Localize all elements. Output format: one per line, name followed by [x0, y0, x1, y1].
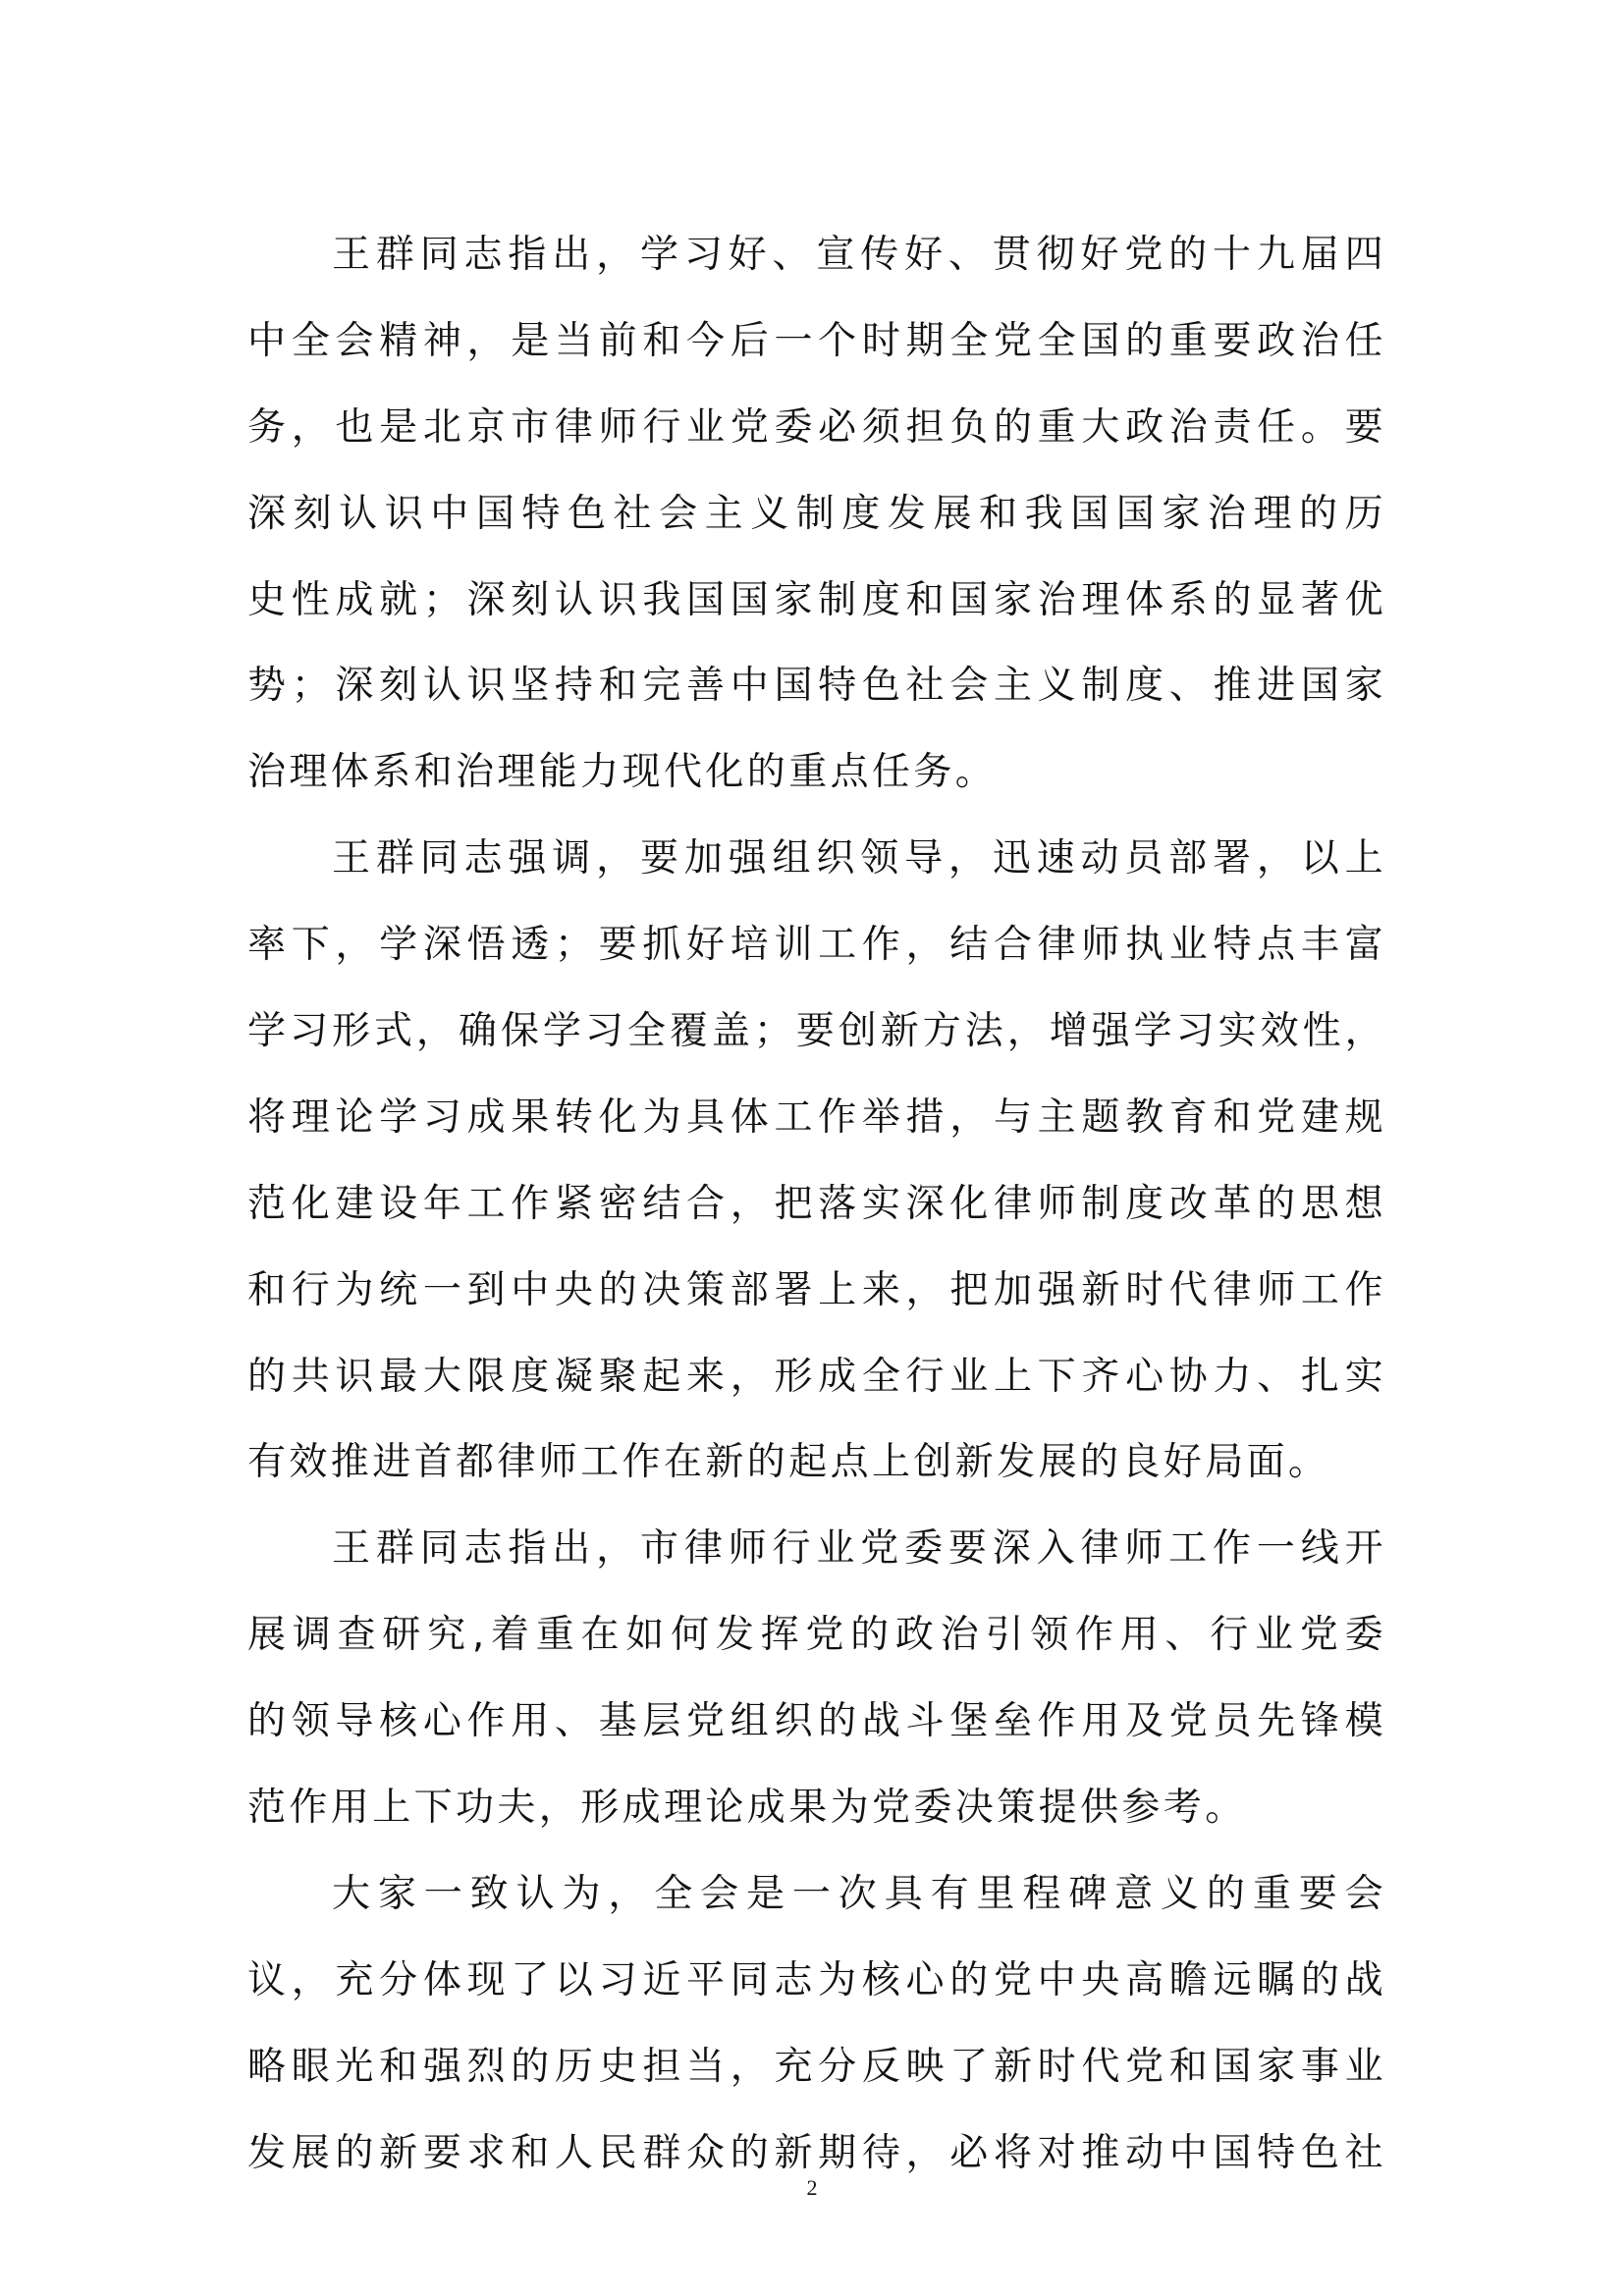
document-body — [247, 212, 1386, 2196]
text-line: 发展的新要求和人民群众的新期待，必将对推动中国特色社 — [247, 2130, 1386, 2175]
text-line: 和行为统一到中央的决策部署上来，把加强新时代律师工作 — [247, 1267, 1386, 1312]
text-line: 的共识最大限度凝聚起来，形成全行业上下齐心协力、扎实 — [247, 1354, 1386, 1399]
text-line: 学习形式，确保学习全覆盖；要创新方法，增强学习实效性， — [247, 1009, 1386, 1054]
text-line: 大家一致认为，全会是一次具有里程碑意义的重要会 — [332, 1871, 1386, 1916]
text-line: 史性成就；深刻认识我国国家制度和国家治理体系的显著优 — [247, 577, 1386, 622]
text-line: 治理体系和治理能力现代化的重点任务。 — [247, 750, 998, 795]
paragraph-2 — [247, 816, 1386, 1506]
text-line: 范化建设年工作紧密结合，把落实深化律师制度改革的思想 — [247, 1181, 1386, 1226]
paragraph-4 — [247, 1851, 1386, 2197]
paragraph-3 — [247, 1506, 1386, 1851]
text-line: 议，充分体现了以习近平同志为核心的党中央高瞻远瞩的战 — [247, 1957, 1386, 2002]
text-line: 深刻认识中国特色社会主义制度发展和我国国家治理的历 — [247, 491, 1386, 536]
paragraph-1 — [247, 212, 1386, 816]
text-line: 将理论学习成果转化为具体工作举措，与主题教育和党建规 — [247, 1095, 1386, 1140]
text-line: 势；深刻认识坚持和完善中国特色社会主义制度、推进国家 — [247, 664, 1386, 709]
text-line: 王群同志指出，市律师行业党委要深入律师工作一线开 — [332, 1526, 1386, 1572]
text-line: 务，也是北京市律师行业党委必须担负的重大政治责任。要 — [247, 404, 1386, 450]
text-line: 的领导核心作用、基层党组织的战斗堡垒作用及党员先锋模 — [247, 1699, 1386, 1744]
text-line: 展调查研究,着重在如何发挥党的政治引领作用、行业党委 — [247, 1613, 1386, 1658]
text-line: 率下，学深悟透；要抓好培训工作，结合律师执业特点丰富 — [247, 923, 1386, 968]
text-line: 有效推进首都律师工作在新的起点上创新发展的良好局面。 — [247, 1440, 1330, 1485]
text-line: 王群同志指出，学习好、宣传好、贯彻好党的十九届四 — [332, 233, 1386, 277]
text-line: 王群同志强调，要加强组织领导，迅速动员部署，以上 — [332, 836, 1386, 881]
text-line: 略眼光和强烈的历史担当，充分反映了新时代党和国家事业 — [247, 2044, 1386, 2089]
page-number: 2 — [806, 2175, 818, 2200]
text-line: 范作用上下功夫，形成理论成果为党委决策提供参考。 — [247, 1786, 1247, 1831]
text-line: 中全会精神，是当前和今后一个时期全党全国的重要政治任 — [247, 318, 1386, 363]
